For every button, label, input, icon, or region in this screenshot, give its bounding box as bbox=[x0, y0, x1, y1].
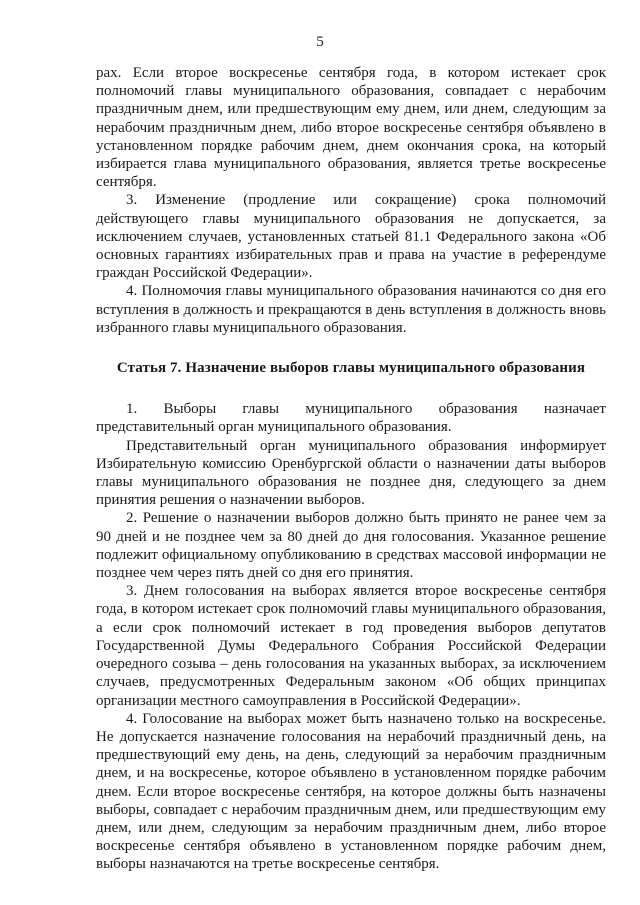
paragraph-6-4: 4. Полномочия главы муниципального образования начинаются со дня его вступления в должность и прекращаются в день вступления в должность вновь избранного главы муниципального образования. bbox=[96, 283, 606, 336]
paragraph-7-4: 4. Голосование на выборах может быть назначено только на воскресенье. Не допускается назначение голосования на нерабочий праздничный день, на предшествующий ему день, на день, следующий за нерабочим праздничным днем, и на воскресенье, которое объявлено в установленном порядке рабочим днем. Если второе воскресенье сентября, на которое должны быть назначены выборы, совпадает с нерабочим праздничным днем, или предшествующим ему днем, или днем, следующим за нерабочим праздничным днем, либо второе воскресенье сентября объявлено в установленном порядке рабочим днем, выборы назначаются на третье воскресенье сентября. bbox=[96, 710, 606, 873]
paragraph-7-3: 3. Днем голосования на выборах является второе воскресенье сентября года, в котором истекает срок полномочий главы муниципального образования, а если срок полномочий истекает в год проведения выборов депутатов Государственной Думы Федерального Собрания Российской Федерации очередного созыва – день голосования на указанных выборах, за исключением случаев, предусмотренных Федеральным законом «Об общих принципах организации местного самоуправления в Российской Федерации». bbox=[96, 583, 606, 709]
article-7-heading: Статья 7. Назначение выборов главы муниципального образования bbox=[116, 360, 586, 377]
page-number: 5 bbox=[316, 34, 324, 50]
paragraph-6-3: 3. Изменение (продление или сокращение) срока полномочий действующего главы муниципального образования не допускается, за исключением случаев, установленных статьей 81.1 Федерального закона «Об основных гарантиях избирательных прав и права на участие в референдуме граждан Российской Федерации». bbox=[96, 192, 606, 282]
document-body bbox=[96, 64, 606, 874]
paragraph-7-2: 2. Решение о назначении выборов должно быть принято не ранее чем за 90 дней и не позднее чем за 80 дней до дня голосования. Указанное решение подлежит официальному опубликованию в средствах массовой информации не позднее чем через пять дней со дня его принятия. bbox=[96, 510, 606, 582]
paragraph-7-1: 1. Выборы главы муниципального образования назначает представительный орган муниципального образования. bbox=[96, 401, 606, 436]
paragraph-7-1-inform: Представительный орган муниципального образования информирует Избирательную комиссию Оренбургской области о назначении даты выборов главы муниципального образования не позднее дня, следующего за днем принятия решения о назначении выборов. bbox=[96, 437, 606, 509]
paragraph-continuation: рах. Если второе воскресенье сентября года, в котором истекает срок полномочий главы муниципального образования, совпадает с нерабочим праздничным днем, или предшествующим ему днем, или днем, следующим за нерабочим праздничным днем, либо второе воскресенье сентября объявлено в установленном порядке рабочим днем, днем окончания срока, на который избирается глава муниципального образования, является третье воскресенье сентября. bbox=[96, 65, 606, 191]
